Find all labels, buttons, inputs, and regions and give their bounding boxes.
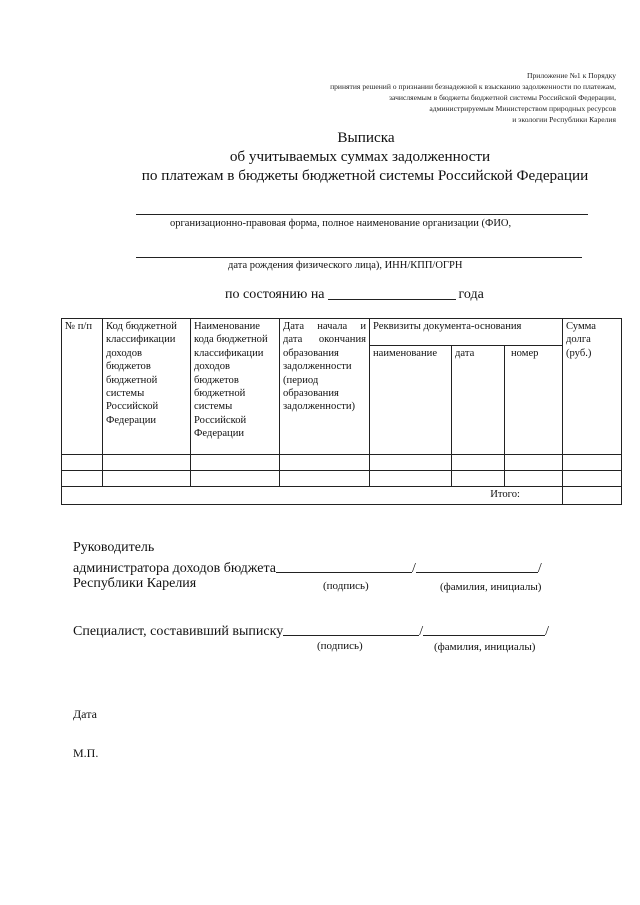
head-title-line1: Руководитель [73,540,155,555]
separator-slash: / [419,624,424,639]
table-cell[interactable] [103,471,191,487]
table-cell[interactable] [191,471,280,487]
total-label: Итого: [62,487,563,505]
org-caption-1: организационно-правовая форма, полное наименование организации (ФИО, [170,218,512,229]
appendix-line: администрируемым Министерством природных ресурсов [429,104,616,113]
specialist-name-field[interactable] [423,622,545,636]
head-signature-field[interactable] [276,559,412,573]
head-signature-row [73,559,542,576]
table-cell[interactable] [280,471,370,487]
org-details-line[interactable] [136,257,582,258]
document-title [0,128,640,185]
as-of-prefix: по состоянию на [225,287,325,302]
name-caption: (фамилия, инициалы) [434,641,536,653]
title-line: по платежам в бюджеты бюджетной системы Российской Федерации [141,167,589,184]
appendix-line: и экологии Республики Карелия [512,115,616,124]
table-cell[interactable] [452,455,505,471]
appendix-note [256,70,616,125]
header-sum: Сумма долга (руб.) [563,319,622,455]
separator-slash: / [411,561,416,576]
header-num: № п/п [62,319,103,455]
specialist-signature-field[interactable] [283,622,419,636]
header-basis-name: наименование [370,346,452,455]
as-of-date-field[interactable] [328,285,456,300]
table-cell[interactable] [191,455,280,471]
header-code: Код бюджетной классификации доходов бюджетов бюджетной системы Российской Федерации [103,319,191,455]
header-basis: Реквизиты документа-основания [370,319,563,346]
table-cell[interactable] [452,471,505,487]
table-cell[interactable] [62,455,103,471]
head-name-field[interactable] [416,559,538,573]
signature-caption: (подпись) [317,640,363,652]
table-row [62,471,622,487]
table-cell[interactable] [370,455,452,471]
head-title-line3: Республики Карелия [73,576,197,591]
separator-slash: / [545,624,549,639]
table-cell[interactable] [505,471,563,487]
total-value-cell[interactable] [563,487,622,505]
table-row [62,455,622,471]
header-dates: Дата начала и дата окончания образования задолженности (период образования задолженности) [280,319,370,455]
table-cell[interactable] [62,471,103,487]
title-line: об учитываемых суммах задолженности [229,148,491,165]
separator-slash: / [537,561,542,576]
org-caption-2: дата рождения физического лица), ИНН/КПП/ОГРН [228,260,463,271]
specialist-label: Специалист, составивший выписку [73,624,284,639]
table-cell[interactable] [563,455,622,471]
table-cell[interactable] [103,455,191,471]
table-cell[interactable] [505,455,563,471]
as-of-suffix: года [458,287,484,302]
stamp-label: М.П. [73,746,99,760]
header-basis-number: номер [505,346,563,455]
table-cell[interactable] [370,471,452,487]
total-row [62,487,622,505]
as-of-date [225,285,484,303]
appendix-line: зачисляемым в бюджеты бюджетной системы Российской Федерации, [389,93,616,102]
org-name-line[interactable] [136,214,588,215]
appendix-line: Приложение №1 к Порядку [527,71,616,80]
appendix-line: принятия решений о признании безнадежной к взысканию задолженности по платежам, [330,82,616,91]
table-cell[interactable] [280,455,370,471]
debt-table [61,318,622,505]
title-line: Выписка [337,129,395,146]
specialist-signature-row [73,622,549,639]
header-basis-date: дата [452,346,505,455]
date-label: Дата [73,707,97,721]
name-caption: (фамилия, инициалы) [440,581,542,593]
head-title-line2: администратора доходов бюджета [73,561,276,576]
signature-caption: (подпись) [323,580,369,592]
table-cell[interactable] [563,471,622,487]
header-code-name: Наименование кода бюджетной классификации доходов бюджетов бюджетной системы Российской Федерации [191,319,280,455]
